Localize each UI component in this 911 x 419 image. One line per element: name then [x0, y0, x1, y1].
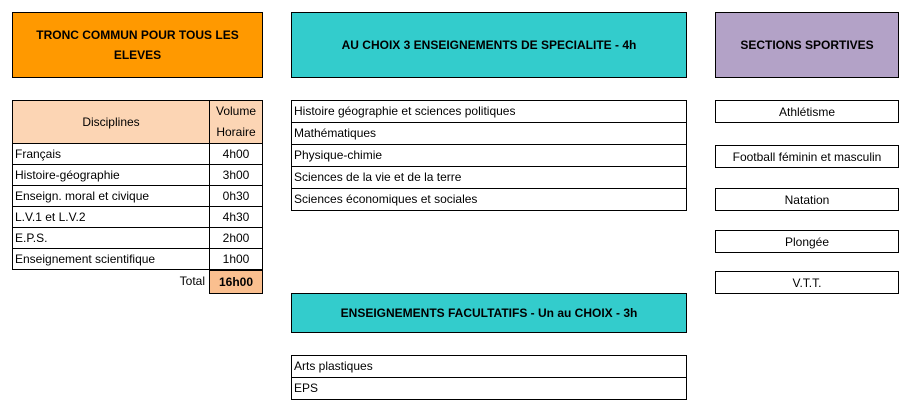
total-value: 16h00 [209, 270, 263, 294]
specialites-list [291, 100, 687, 211]
discipline-cell: L.V.1 et L.V.2 [12, 206, 210, 228]
list-item: Histoire géographie et sciences politiques [291, 100, 687, 123]
sections-sportives-title: SECTIONS SPORTIVES [740, 38, 874, 52]
tronc-commun-table [12, 100, 263, 294]
hours-cell: 4h30 [209, 206, 263, 228]
discipline-cell: E.P.S. [12, 227, 210, 249]
discipline-cell: Enseign. moral et civique [12, 185, 210, 207]
list-item: EPS [291, 377, 687, 400]
list-item: Arts plastiques [291, 355, 687, 378]
list-item: Mathématiques [291, 122, 687, 145]
specialites-header [291, 12, 687, 78]
hours-cell: 3h00 [209, 164, 263, 186]
specialites-title: AU CHOIX 3 ENSEIGNEMENTS DE SPECIALITE - 4h [341, 38, 637, 52]
list-item: Physique-chimie [291, 144, 687, 167]
facultatifs-title: ENSEIGNEMENTS FACULTATIFS - Un au CHOIX - 3h [340, 306, 638, 320]
disciplines-header-label: Disciplines [82, 115, 140, 129]
discipline-cell: Français [12, 143, 210, 165]
section-sport-item: Athlétisme [715, 100, 899, 123]
hours-cell: 2h00 [209, 227, 263, 249]
discipline-cell: Enseignement scientifique [12, 248, 210, 270]
discipline-cell: Histoire-géographie [12, 164, 210, 186]
volume-header-cell [209, 100, 263, 144]
section-sport-item: Natation [715, 188, 899, 211]
total-label: Total [179, 274, 205, 288]
facultatifs-list [291, 355, 687, 400]
tronc-commun-header [12, 12, 263, 78]
section-sport-item: Football féminin et masculin [715, 145, 899, 168]
facultatifs-header [291, 293, 687, 333]
hours-cell: 0h30 [209, 185, 263, 207]
volume-header-line2: Horaire [216, 125, 256, 139]
list-item: Sciences de la vie et de la terre [291, 166, 687, 189]
hours-cell: 1h00 [209, 248, 263, 270]
list-item: Sciences économiques et sociales [291, 188, 687, 211]
section-sport-item: Plongée [715, 230, 899, 253]
sections-sportives-header [715, 12, 899, 78]
disciplines-header-cell [12, 100, 210, 144]
volume-header-line1: Volume [215, 104, 257, 118]
hours-cell: 4h00 [209, 143, 263, 165]
tronc-commun-title: TRONC COMMUN POUR TOUS LES ELEVES [36, 28, 239, 62]
section-sport-item: V.T.T. [715, 271, 899, 294]
